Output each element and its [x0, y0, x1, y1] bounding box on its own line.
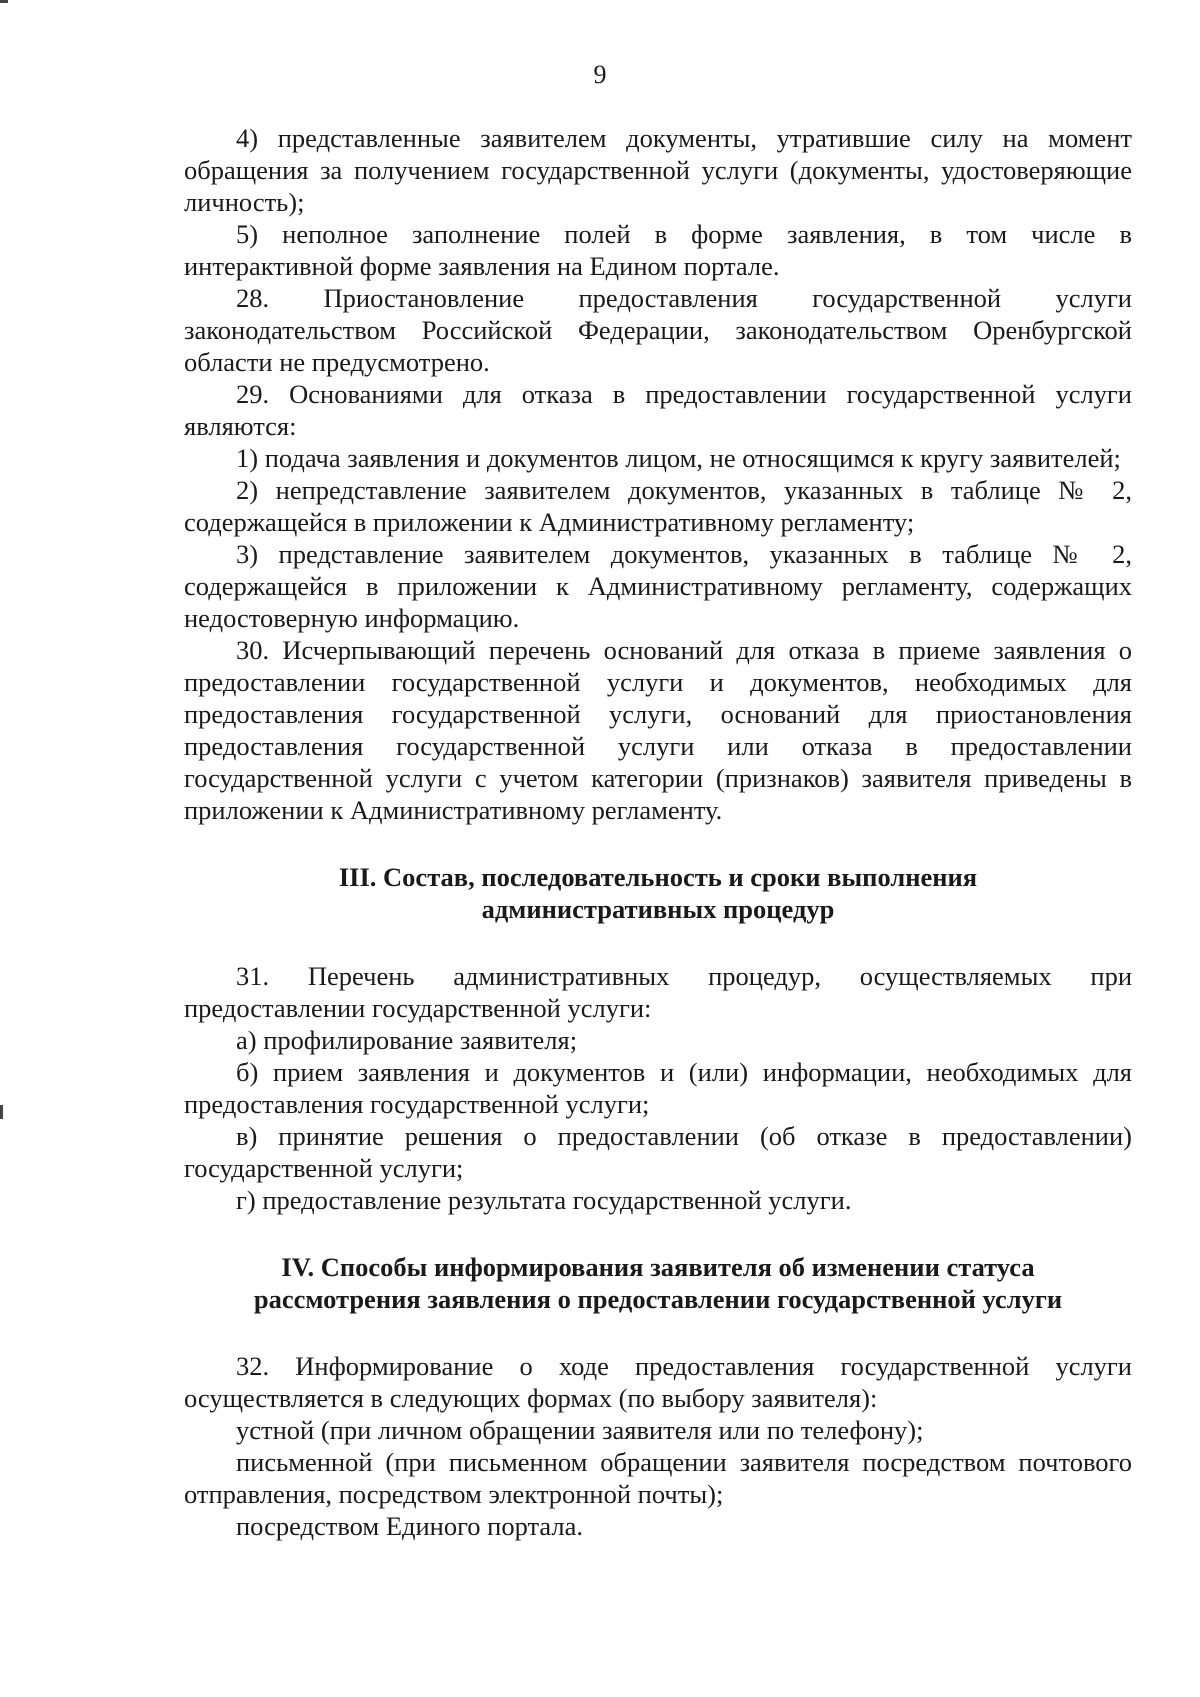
document-body — [184, 122, 1132, 1542]
paragraph-31-item-v: в) принятие решения о предоставлении (об отказе в предоставлении) государственной услуги; — [184, 1121, 1132, 1183]
section-4-heading-line-2: рассмотрения заявления о предоставлении государственной услуги — [253, 1284, 1063, 1314]
page-number: 9 — [593, 60, 607, 89]
paragraph-32: 32. Информирование о ходе предоставления государственной услуги осуществляется в следующих формах (по выбору заявителя): — [184, 1351, 1132, 1413]
paragraph-31-item-a: а) профилирование заявителя; — [236, 1025, 578, 1055]
spacer — [184, 826, 1132, 861]
scan-edge-mark — [0, 1105, 3, 1119]
paragraph-29-item-2: 2) непредставление заявителем документов, указанных в таблице № 2, содержащейся в приложении к Административному регламенту; — [184, 475, 1132, 537]
paragraph-32-form-written: письменной (при письменном обращении заявителя посредством почтового отправления, посредством электронной почты); — [184, 1447, 1132, 1509]
spacer — [184, 1315, 1132, 1350]
paragraph-31-item-b: б) прием заявления и документов и (или) информации, необходимых для предоставления государственной услуги; — [184, 1057, 1132, 1119]
paragraph-31: 31. Перечень административных процедур, осуществляемых при предоставлении государственной услуги: — [184, 961, 1132, 1023]
spacer — [184, 1216, 1132, 1251]
section-3-heading-line-2: административных процедур — [481, 894, 835, 924]
paragraph-item-4: 4) представленные заявителем документы, утратившие силу на момент обращения за получением государственной услуги (документы, удостоверяющие личность); — [184, 123, 1132, 217]
scan-edge-mark — [0, 0, 8, 3]
spacer — [184, 925, 1132, 960]
paragraph-29-item-1: 1) подача заявления и документов лицом, не относящимся к кругу заявителей; — [236, 443, 1121, 473]
paragraph-31-item-g: г) предоставление результата государственной услуги. — [236, 1185, 852, 1215]
paragraph-28: 28. Приостановление предоставления государственной услуги законодательством Российской Федерации, законодательством Оренбургской области не предусмотрено. — [184, 283, 1132, 377]
paragraph-item-5: 5) неполное заполнение полей в форме заявления, в том числе в интерактивной форме заявления на Едином портале. — [184, 219, 1132, 281]
section-3-heading-line-1: III. Состав, последовательность и сроки выполнения — [338, 862, 978, 892]
paragraph-32-form-oral: устной (при личном обращении заявителя или по телефону); — [236, 1415, 924, 1445]
paragraph-29: 29. Основаниями для отказа в предоставлении государственной услуги являются: — [184, 379, 1132, 441]
paragraph-30: 30. Исчерпывающий перечень оснований для отказа в приеме заявления о предоставлении государственной услуги и документов, необходимых для предоставления государственной услуги, оснований для приостановления предоставления государственной услуги или отказа в предоставлении государственной услуги с учетом категории (признаков) заявителя приведены в приложении к Административному регламенту. — [184, 635, 1132, 825]
paragraph-32-form-portal: посредством Единого портала. — [236, 1511, 584, 1541]
section-4-heading-line-1: IV. Способы информирования заявителя об изменении статуса — [281, 1252, 1035, 1282]
paragraph-29-item-3: 3) представление заявителем документов, указанных в таблице № 2, содержащейся в приложении к Административному регламенту, содержащих недостоверную информацию. — [184, 539, 1132, 633]
